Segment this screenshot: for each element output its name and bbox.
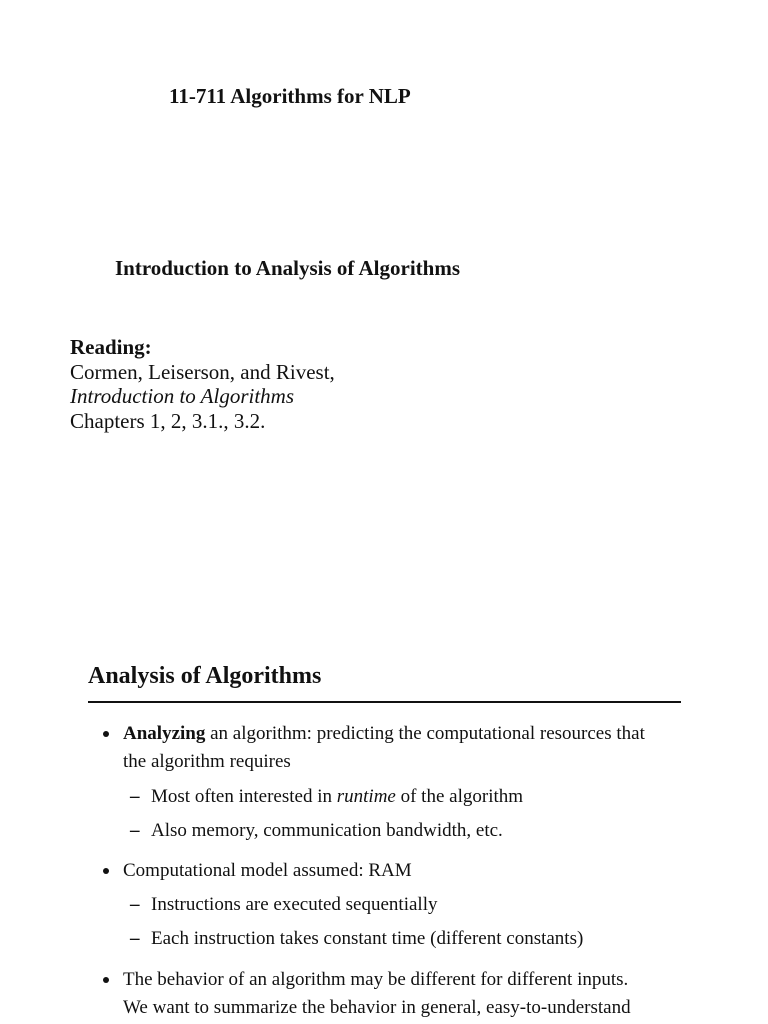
subitem-sequential: Instructions are executed sequentially bbox=[151, 894, 438, 915]
subitem-runtime-before: Most often interested in bbox=[151, 786, 337, 807]
bullet-behavior-line1: The behavior of an algorithm may be different for different inputs. bbox=[123, 969, 629, 990]
bullet-marker bbox=[103, 977, 109, 983]
bullet-analyzing-line2: the algorithm requires bbox=[123, 751, 291, 772]
bullet-analyzing-rest: an algorithm: predicting the computational resources that bbox=[205, 723, 645, 744]
bullet-behavior-line2: We want to summarize the behavior in general, easy-to-understand bbox=[123, 997, 631, 1018]
slide-heading: Analysis of Algorithms bbox=[88, 663, 322, 689]
subitem-runtime-emph: runtime bbox=[336, 786, 396, 807]
heading-rule bbox=[88, 701, 681, 703]
subitem-runtime bbox=[151, 786, 523, 808]
subitem-dash: – bbox=[130, 928, 140, 949]
bullet-computational-model: Computational model assumed: RAM bbox=[123, 860, 412, 881]
reading-heading: Reading: bbox=[70, 335, 152, 359]
subitem-dash: – bbox=[130, 820, 140, 841]
reading-book-title: Introduction to Algorithms bbox=[70, 384, 295, 408]
reading-block bbox=[70, 335, 335, 433]
course-title: 11-711 Algorithms for NLP bbox=[169, 84, 411, 108]
subitem-runtime-after: of the algorithm bbox=[395, 786, 524, 807]
subitem-memory: Also memory, communication bandwidth, etc. bbox=[151, 820, 503, 841]
subitem-dash: – bbox=[130, 894, 140, 915]
bullet-marker bbox=[103, 868, 109, 874]
lecture-title: Introduction to Analysis of Algorithms bbox=[115, 256, 460, 280]
subitem-dash: – bbox=[130, 786, 140, 807]
reading-authors: Cormen, Leiserson, and Rivest, bbox=[70, 359, 335, 384]
bullet-analyzing-line1 bbox=[123, 723, 645, 745]
bullet-marker bbox=[103, 731, 109, 737]
bullet-analyzing-term: Analyzing bbox=[123, 723, 206, 744]
reading-chapters: Chapters 1, 2, 3.1., 3.2. bbox=[70, 408, 266, 433]
subitem-constant-time: Each instruction takes constant time (different constants) bbox=[151, 928, 584, 949]
